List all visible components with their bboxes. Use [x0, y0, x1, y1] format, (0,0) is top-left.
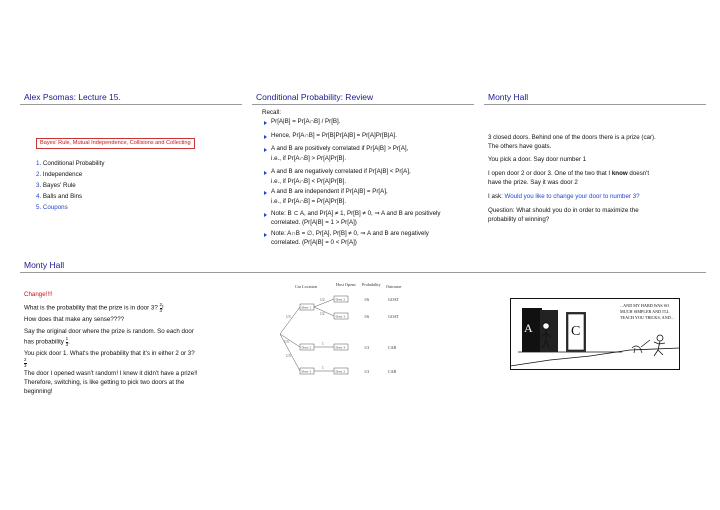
solution-line: How does that make any sense???? — [24, 316, 125, 323]
leaf-prob: 1/6 — [364, 297, 370, 302]
change-exclaim: Change!!!! — [24, 291, 53, 298]
intro-line: The others have goats. — [488, 143, 552, 150]
outline-item: 3. Bayes' Rule — [36, 182, 76, 189]
solution-line: The door I opened wasn't random! I knew it didn't have a prize!! — [24, 370, 198, 377]
solution-line: beginning! — [24, 388, 53, 395]
solution-line: You pick door 1. What's the probability that it's in either 2 or 3? — [24, 350, 195, 357]
tree-door: Door 3 — [301, 369, 312, 374]
divider — [20, 272, 706, 273]
bullet-icon — [264, 135, 267, 139]
review-bullet: A and B are independent if Pr[A|B] = Pr[A], — [271, 188, 388, 195]
tree-header: Probability — [362, 282, 381, 287]
leaf-outcome: CAR — [388, 369, 397, 374]
tree-header: Car Location — [295, 284, 317, 289]
comic-speech: TEACH YOU TRICKS, AND... — [620, 315, 674, 320]
intro-line: You pick a door. Say door number 1 — [488, 156, 587, 163]
slide-monty-hall-solution — [20, 258, 706, 418]
tree-door: Door 1 — [301, 305, 312, 310]
comic-door-label: C — [571, 324, 581, 339]
sub-prob-one: 1 — [322, 366, 324, 370]
tree-host-door: Door 3 — [335, 314, 346, 319]
review-bullet: Pr[A|B] = Pr[A∩B] / Pr[B]. — [271, 118, 341, 125]
solution-line: What is the probability that the prize is in door 3? $\frac{2}{3}$ ! — [24, 302, 164, 313]
bullet-icon — [264, 148, 267, 152]
bullet-icon — [264, 213, 267, 217]
review-bullet: A and B are negatively correlated if Pr[A|B] < Pr[A], — [271, 168, 411, 175]
branch-prob: 1/3 — [286, 315, 291, 319]
slide-monty-hall-intro — [484, 90, 706, 250]
sub-prob-one: 1 — [322, 342, 324, 346]
tree-host-door: Door 2 — [335, 369, 346, 374]
solution-line: has probability $\frac{1}{3}$ . — [24, 336, 70, 347]
comic-door-mid — [540, 310, 558, 352]
bullet-icon — [264, 233, 267, 237]
outline-item: 2. Independence — [36, 171, 83, 178]
review-bullet: Hence, Pr[A∩B] = Pr[B]Pr[A|B] = Pr[A]Pr[B|A]. — [271, 132, 397, 139]
intro-line: probability of winning? — [488, 216, 550, 223]
tree-host-door: Door 2 — [335, 297, 346, 302]
review-bullet-cont: i.e., if Pr[A∩B] < Pr[A]Pr[B]. — [271, 178, 347, 185]
sub-prob: 1/2 — [320, 312, 325, 316]
lecture-subtitle-box: Bayes' Rule, Mutual Independence, Collisions and Collecting — [36, 138, 195, 149]
tree-header: Outcome — [386, 284, 402, 289]
leaf-outcome: GOAT — [388, 297, 399, 302]
comic-door-label: A — [524, 321, 533, 335]
divider — [20, 104, 242, 105]
review-bullet: Note: B ⊂ A, and Pr[A] ≠ 1, Pr[B] ≠ 0, ⇒ A and B are positively — [271, 210, 441, 217]
intro-line: have the prize. Say it was door 2 — [488, 179, 578, 186]
tree-host-door: Door 3 — [335, 345, 346, 350]
comic-speech: MUCH SIMPLER AND I'LL — [620, 309, 670, 314]
tree-header: Host Opens — [336, 282, 356, 287]
review-bullet-cont: i.e., if Pr[A∩B] > Pr[A]Pr[B]. — [271, 155, 347, 162]
slide-title: Conditional Probability: Review — [256, 92, 374, 102]
recall-label: Recall: — [262, 109, 281, 116]
review-bullet-cont: correlated. (Pr[A|B] = 1 > Pr[A]) — [271, 219, 357, 226]
divider — [252, 104, 474, 105]
outline-item-current: 5. Coupons — [36, 204, 68, 211]
slide-title: Alex Psomas: Lecture 15. — [24, 92, 121, 102]
leaf-outcome: CAR — [388, 345, 397, 350]
slide-title: Monty Hall — [488, 92, 529, 102]
bullet-icon — [264, 121, 267, 125]
review-bullet-cont: i.e., if Pr[A∩B] = Pr[A]Pr[B]. — [271, 198, 347, 205]
intro-question: I ask: Would you like to change your door to number 3? — [488, 193, 640, 200]
slide-lecture-title — [20, 90, 242, 250]
sub-prob: 1/2 — [320, 298, 325, 302]
bullet-icon — [264, 171, 267, 175]
outline-item: 1. Conditional Probability — [36, 160, 105, 167]
tree-door: Door 2 — [301, 345, 312, 350]
outline-item: 4. Balls and Bins — [36, 193, 83, 200]
comic-speech: ...AND MY HARD WAS SO — [620, 303, 669, 308]
bullet-icon — [264, 191, 267, 195]
goat-comic-image — [510, 298, 680, 370]
solution-line: Say the original door where the prize is random. So each door — [24, 328, 194, 335]
probability-tree-diagram — [260, 278, 470, 398]
slide-title: Monty Hall — [24, 260, 65, 270]
solution-line: Therefore, switching, is like getting to pick two doors at the — [24, 379, 185, 386]
review-bullet: Note: A∩B = ∅, Pr[A], Pr[B] ≠ 0, ⇒ A and B are negatively — [271, 230, 429, 237]
leaf-prob: 1/6 — [364, 314, 370, 319]
review-bullet: A and B are positively correlated if Pr[A|B] > Pr[A], — [271, 145, 409, 152]
leaf-prob: 1/3 — [364, 345, 370, 350]
branch-prob: 1/3 — [286, 354, 291, 358]
leaf-prob: 1/3 — [364, 369, 370, 374]
intro-line: Question: What should you do in order to maximize the — [488, 207, 639, 214]
review-bullet-cont: correlated. (Pr[A|B] = 0 < Pr[A]) — [271, 239, 357, 246]
leaf-outcome: GOAT — [388, 314, 399, 319]
divider — [484, 104, 706, 105]
intro-line: 3 closed doors. Behind one of the doors there is a prize (car). — [488, 134, 656, 141]
branch-prob: 1/3 — [284, 340, 289, 344]
solution-fraction: $\frac{2}{3}$ — [24, 357, 27, 368]
slide-conditional-probability — [252, 90, 474, 250]
intro-line: I open door 2 or door 3. One of the two that I know doesn't — [488, 170, 650, 177]
